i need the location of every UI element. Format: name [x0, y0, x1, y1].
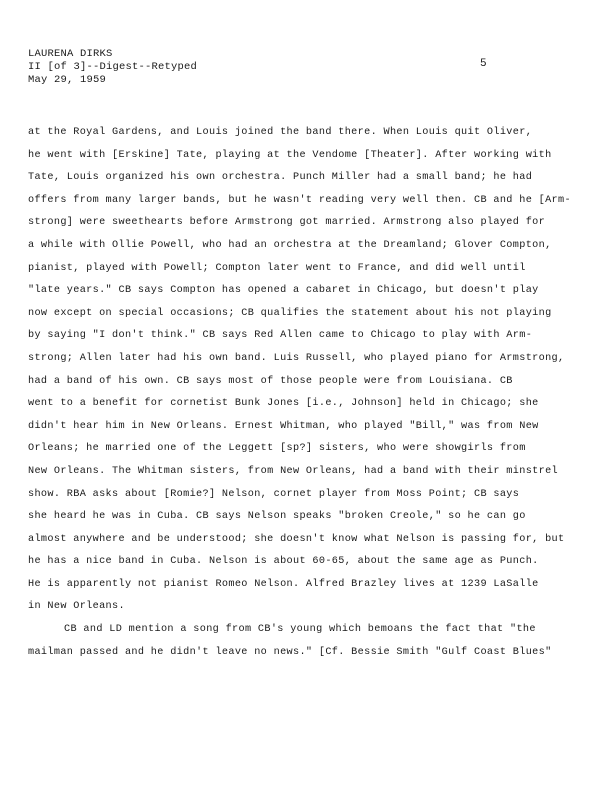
text-line: in New Orleans.	[28, 601, 125, 613]
page-number: 5	[480, 58, 487, 70]
text-line: New Orleans. The Whitman sisters, from New Orleans, had a band with their minstrel	[28, 465, 559, 477]
text-line: mailman passed and he didn't leave no news." [Cf. Bessie Smith "Gulf Coast Blues"	[28, 646, 552, 658]
header-date: May 29, 1959	[28, 74, 107, 86]
header-name: LAURENA DIRKS	[28, 48, 113, 60]
body-text	[28, 122, 588, 664]
text-line: went to a benefit for cornetist Bunk Jones [i.e., Johnson] held in Chicago; she	[28, 398, 539, 410]
text-line: a while with Ollie Powell, who had an orchestra at the Dreamland; Glover Compton,	[28, 239, 552, 251]
text-line: strong] were sweethearts before Armstrong got married. Armstrong also played for	[28, 217, 546, 229]
text-line: Tate, Louis organized his own orchestra. Punch Miller had a small band; he had	[28, 172, 533, 184]
paragraph-start-line: CB and LD mention a song from CB's young which bemoans the fact that "the	[64, 624, 536, 636]
text-line: she heard he was in Cuba. CB says Nelson speaks "broken Creole," so he can go	[28, 511, 526, 523]
document-header	[28, 48, 197, 87]
text-line: "late years." CB says Compton has opened a cabaret in Chicago, but doesn't play	[28, 285, 539, 297]
text-line: he went with [Erskine] Tate, playing at the Vendome [Theater]. After working with	[28, 149, 552, 161]
text-line: show. RBA asks about [Romie?] Nelson, cornet player from Moss Point; CB says	[28, 488, 520, 500]
text-line: by saying "I don't think." CB says Red Allen came to Chicago to play with Arm-	[28, 330, 533, 342]
text-line: now except on special occasions; CB qualifies the statement about his not playing	[28, 307, 552, 319]
text-line: strong; Allen later had his own band. Luis Russell, who played piano for Armstrong,	[28, 352, 565, 364]
text-line: pianist, played with Powell; Compton later went to France, and did well until	[28, 262, 526, 274]
text-line: almost anywhere and be understood; she doesn't know what Nelson is passing for, but	[28, 533, 565, 545]
text-line: didn't hear him in New Orleans. Ernest Whitman, who played "Bill," was from New	[28, 420, 539, 432]
text-line: he has a nice band in Cuba. Nelson is about 60-65, about the same age as Punch.	[28, 556, 539, 568]
text-line: offers from many larger bands, but he wasn't reading very well then. CB and he [Arm-	[28, 194, 571, 206]
text-line: Orleans; he married one of the Leggett [sp?] sisters, who were showgirls from	[28, 443, 526, 455]
text-line: at the Royal Gardens, and Louis joined the band there. When Louis quit Oliver,	[28, 127, 533, 138]
text-line: He is apparently not pianist Romeo Nelson. Alfred Brazley lives at 1239 LaSalle	[28, 578, 539, 590]
header-subtitle: II [of 3]--Digest--Retyped	[28, 61, 198, 73]
text-line: had a band of his own. CB says most of those people were from Louisiana. CB	[28, 375, 513, 387]
